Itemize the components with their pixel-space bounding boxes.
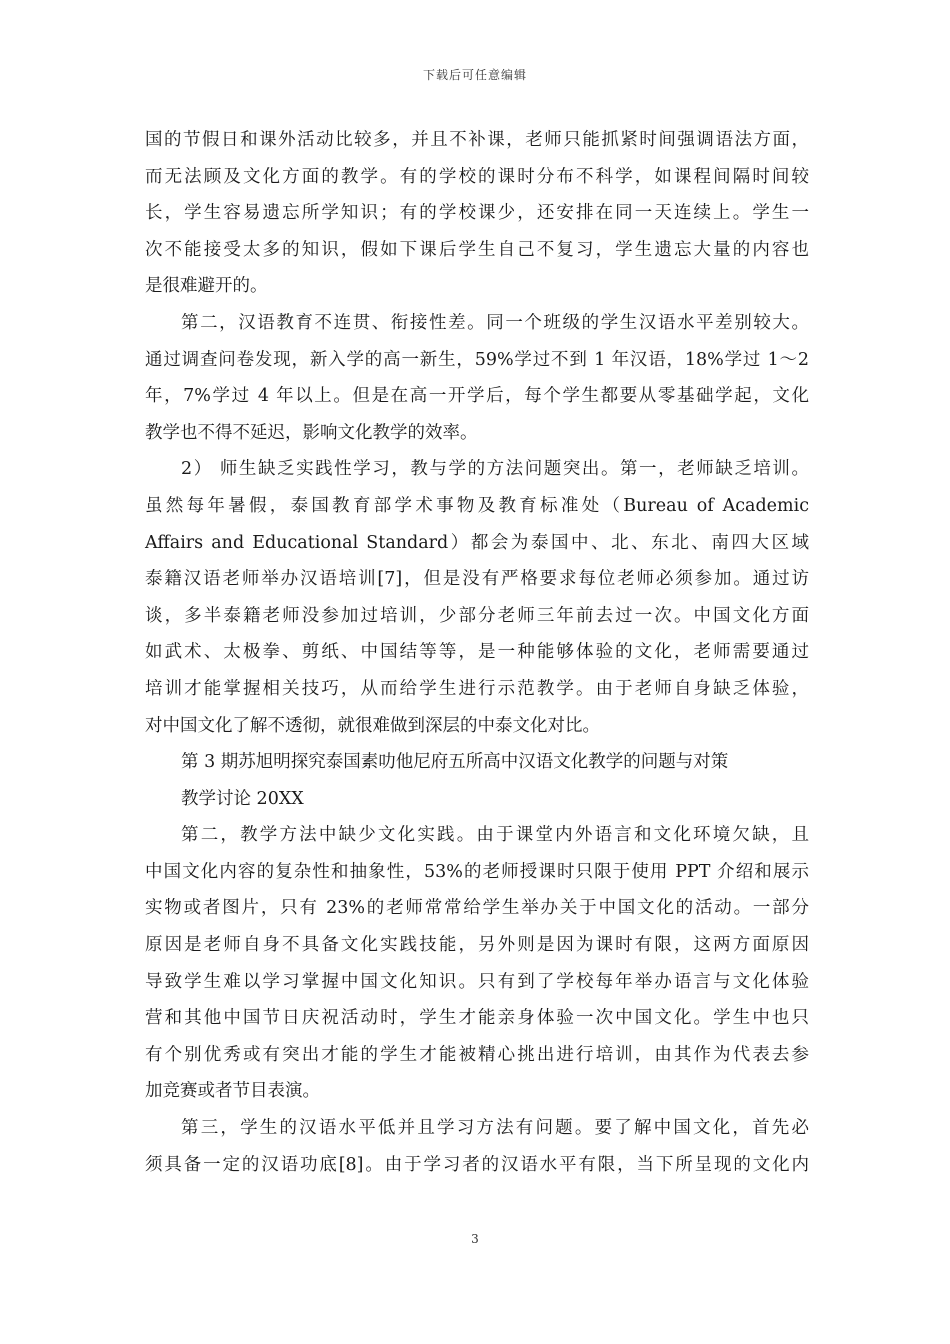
text-line: 教学也不得不延迟，影响文化教学的效率。 (145, 422, 478, 443)
text-line: 年，7%学过 4 年以上。但是在高一开学后，每个学生都要从零基础学起，文化 (145, 386, 809, 407)
text-line: 有个别优秀或有突出才能的学生才能被精心挑出进行培训，由其作为代表去参 (145, 1044, 809, 1065)
text-line: 须具备一定的汉语功底[8]。由于学习者的汉语水平有限，当下所呈现的文化内 (145, 1154, 809, 1175)
page-number: 3 (471, 1232, 479, 1246)
page-header: 下载后可任意编辑 (422, 68, 527, 82)
text-line: 泰籍汉语老师举办汉语培训[7]，但是没有严格要求每位老师必须参加。通过访 (145, 569, 809, 590)
text-line: 第三，学生的汉语水平低并且学习方法有问题。要了解中国文化，首先必 (181, 1118, 809, 1139)
document-body (145, 122, 809, 1183)
text-line: 第二，汉语教育不连贯、衔接性差。同一个班级的学生汉语水平差别较大。 (181, 312, 809, 333)
text-line: 第 3 期苏旭明探究泰国素叻他尼府五所高中汉语文化教学的问题与对策 (181, 752, 729, 773)
text-line: 虽然每年暑假，泰国教育部学术事物及教育标准处（Bureau of Academic (145, 495, 809, 516)
text-line: 第二，教学方法中缺少文化实践。由于课堂内外语言和文化环境欠缺，且 (181, 825, 809, 846)
text-line: 而无法顾及文化方面的教学。有的学校的课时分布不科学，如课程间隔时间较 (145, 166, 809, 187)
text-line: 国的节假日和课外活动比较多，并且不补课，老师只能抓紧时间强调语法方面， (145, 130, 809, 150)
text-line: 次不能接受太多的知识，假如下课后学生自己不复习，学生遗忘大量的内容也 (145, 239, 809, 260)
text-line: 谈，多半泰籍老师没参加过培训，少部分老师三年前去过一次。中国文化方面 (145, 605, 809, 626)
text-line: 导致学生难以学习掌握中国文化知识。只有到了学校每年举办语言与文化体验 (145, 971, 809, 992)
text-line: 教学讨论 20XX (181, 788, 304, 809)
text-line: 通过调查问卷发现，新入学的高一新生，59%学过不到 1 年汉语，18%学过 1～2 (145, 349, 809, 370)
text-line: 对中国文化了解不透彻，就很难做到深层的中泰文化对比。 (145, 715, 600, 736)
text-line: 中国文化内容的复杂性和抽象性，53%的老师授课时只限于使用 PPT 介绍和展示 (145, 861, 809, 882)
text-line: Affairs and Educational Standard）都会为泰国中、北、东北、南四大区域 (145, 532, 809, 553)
text-line: 长，学生容易遗忘所学知识；有的学校课少，还安排在同一天连续上。学生一 (145, 203, 809, 224)
text-line: 营和其他中国节日庆祝活动时，学生才能亲身体验一次中国文化。学生中也只 (145, 1008, 809, 1029)
text-line: 实物或者图片，只有 23%的老师常常给学生举办关于中国文化的活动。一部分 (145, 898, 809, 919)
text-line: 培训才能掌握相关技巧，从而给学生进行示范教学。由于老师自身缺乏体验， (145, 678, 809, 699)
text-line: 原因是老师自身不具备文化实践技能，另外则是因为课时有限，这两方面原因 (145, 935, 809, 956)
text-line: 2） 师生缺乏实践性学习，教与学的方法问题突出。第一，老师缺乏培训。 (181, 459, 809, 480)
text-line: 加竞赛或者节目表演。 (145, 1081, 320, 1102)
text-line: 是很难避开的。 (145, 276, 268, 297)
text-line: 如武术、太极拳、剪纸、中国结等等，是一种能够体验的文化，老师需要通过 (145, 642, 809, 663)
